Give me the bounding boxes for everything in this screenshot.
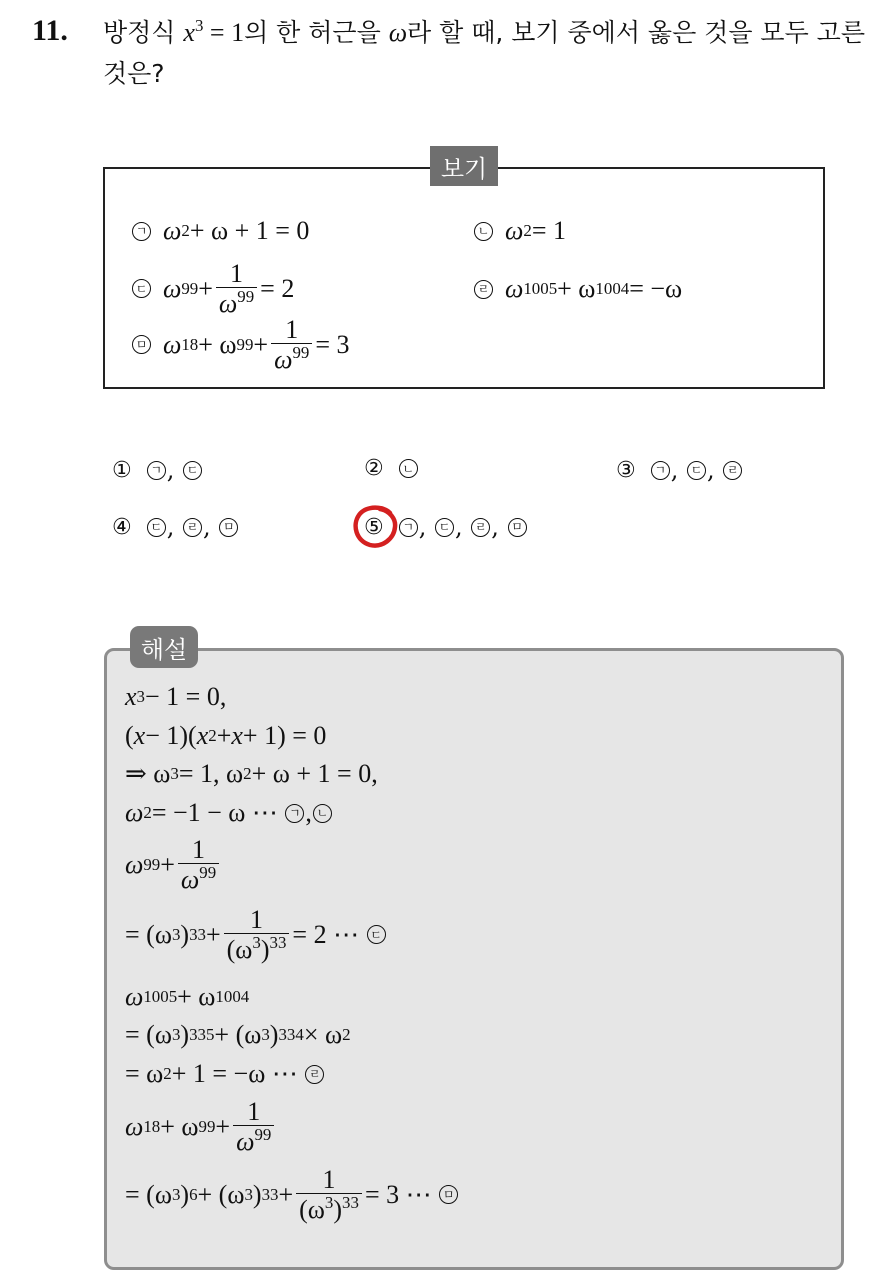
solution-line-6: = (ω 3 ) 33 + $\frac{1}{(\omega^3)^{33}}$ = 2 ⋯ ㄷ <box>125 906 387 964</box>
solution-line-5: ω 99 + $\frac{1}{\omega^{99}}$ <box>125 836 222 894</box>
solution-line-11: = (ω 3 ) 6 + (ω 3 ) 33 + $\frac{1}{(\omega^3)^{33}}$ = 3 ⋯ ㅁ <box>125 1166 459 1224</box>
marker-rieul: ㄹ <box>474 280 493 299</box>
bogi-item-3: ㄷ ω 99 + $\frac{1}{\omega^{99}}$ = 2 <box>131 260 294 318</box>
bogi-item-5: ㅁ ω 18 + ω 99 + $\frac{1}{\omega^{99}}$ = 3 <box>131 316 350 374</box>
choice-2[interactable]: ② ㄴ <box>364 456 419 481</box>
solution-line-7: ω 1005 + ω 1004 <box>125 982 250 1011</box>
solution-line-1: x 3 − 1 = 0, <box>125 682 227 711</box>
choice-4[interactable]: ④ ㄷ , ㄹ , ㅁ <box>112 513 239 541</box>
marker-giyeok: ㄱ <box>132 222 151 241</box>
bogi-label: 보기 <box>430 146 498 186</box>
question-text: 방정식 $x^3 = 1$의 한 허근을 ω라 할 때, 보기 중에서 옳은 것을 모두 고른 것은? <box>103 15 865 88</box>
solution-line-2: ( x − 1)( x 2 + x + 1) = 0 <box>125 721 327 750</box>
solution-label: 해설 <box>130 626 198 668</box>
solution-line-9: = ω 2 + 1 = −ω ⋯ ㄹ <box>125 1059 325 1089</box>
bogi-item-1: ㄱ ω 2 + ω + 1 = 0 <box>131 216 309 246</box>
solution-line-10: ω 18 + ω 99 + $\frac{1}{\omega^{99}}$ <box>125 1098 277 1156</box>
bogi-item-4: ㄹ ω 1005 + ω 1004 = −ω <box>473 274 682 304</box>
solution-line-3: ⇒ ω 3 = 1, ω 2 + ω + 1 = 0, <box>125 759 378 788</box>
choice-1[interactable]: ① ㄱ , ㄷ <box>112 456 203 484</box>
solution-line-8: = (ω 3 ) 335 + (ω 3 ) 334 × ω 2 <box>125 1020 351 1049</box>
solution-line-4: ω 2 = −1 − ω ⋯ ㄱ , ㄴ <box>125 798 333 828</box>
marker-mieum: ㅁ <box>132 335 151 354</box>
marker-nieun: ㄴ <box>474 222 493 241</box>
choice-3[interactable]: ③ ㄱ , ㄷ , ㄹ <box>616 456 743 484</box>
marker-digeut: ㄷ <box>132 279 151 298</box>
question-number: 11. <box>32 14 68 47</box>
choice-5[interactable]: ⑤ ㄱ , ㄷ , ㄹ , ㅁ <box>364 513 528 541</box>
bogi-item-2: ㄴ ω 2 = 1 <box>473 216 566 246</box>
answer-mark-icon <box>350 503 402 551</box>
